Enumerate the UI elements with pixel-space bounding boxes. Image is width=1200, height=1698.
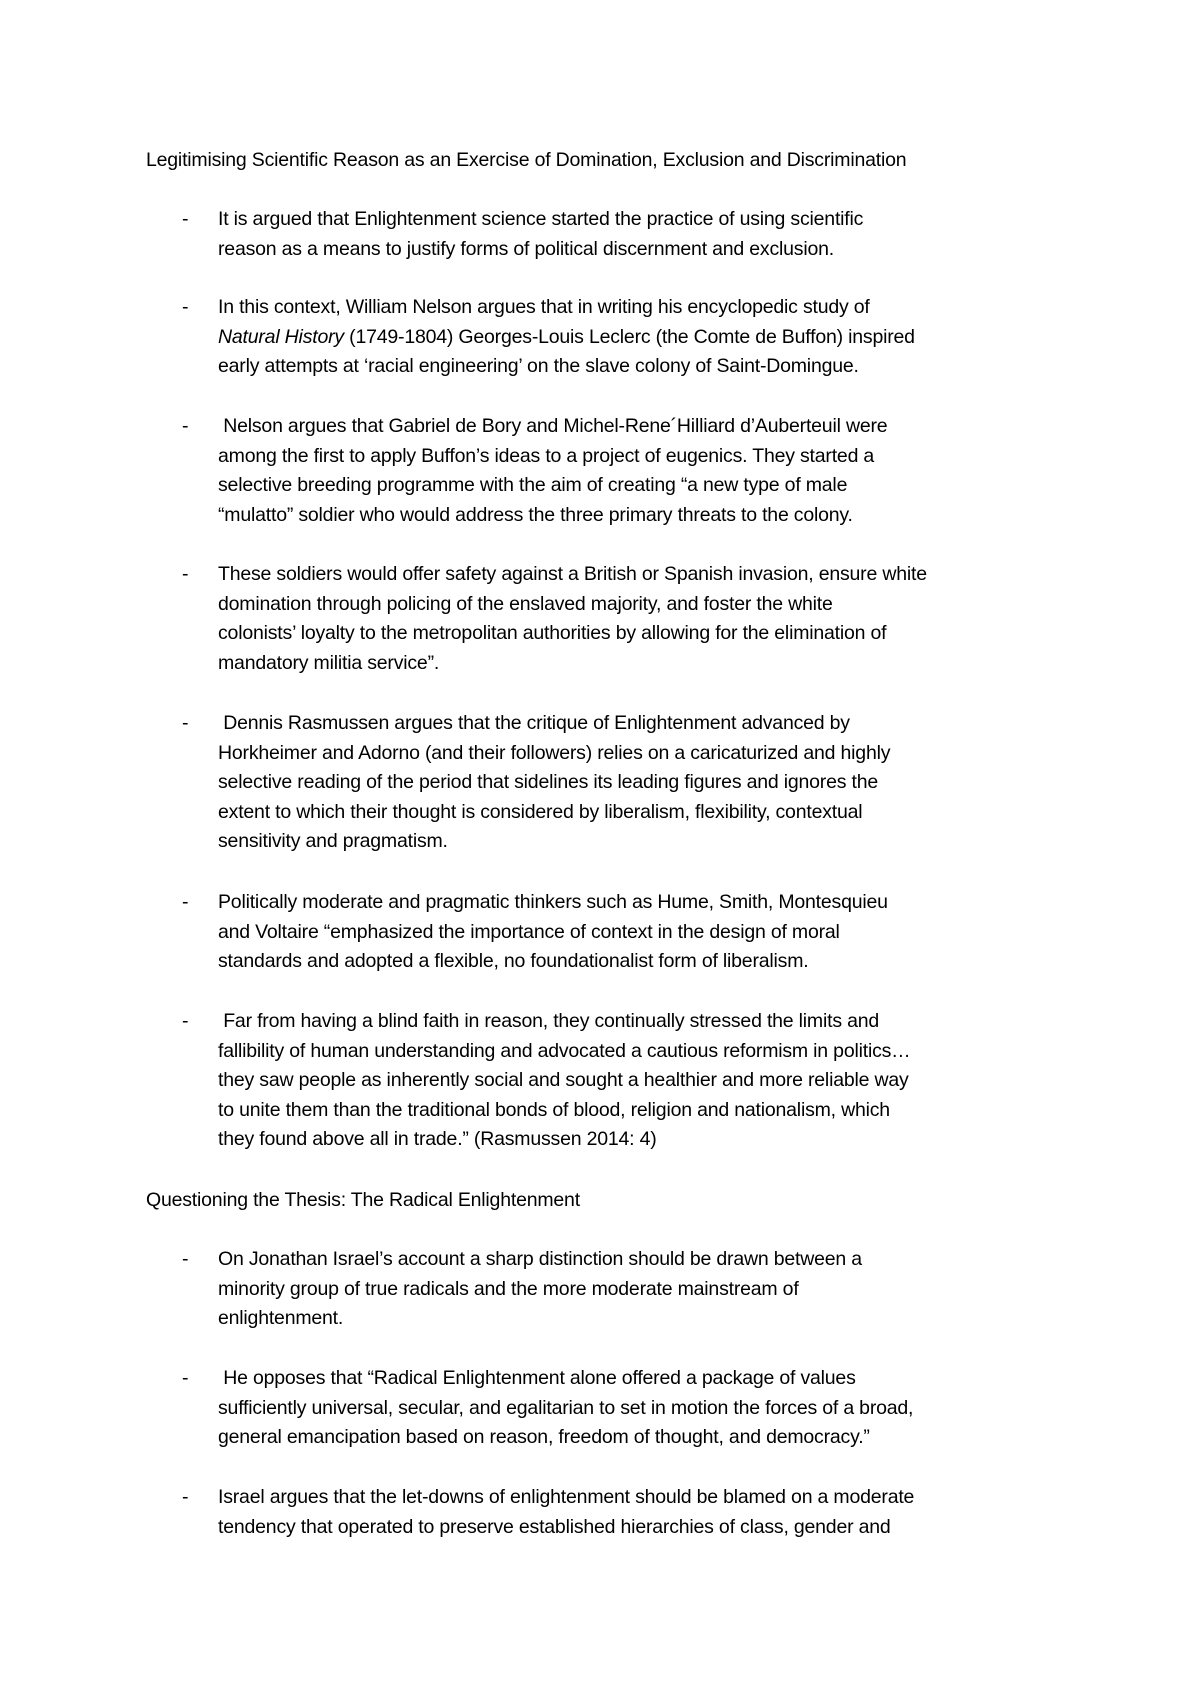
text-line: among the first to apply Buffon’s ideas to a project of eugenics. They started a <box>218 444 875 467</box>
text-line: early attempts at ‘racial engineering’ on the slave colony of Saint-Domingue. <box>218 355 859 377</box>
bullet-dash: - <box>182 1248 189 1270</box>
text-line: they found above all in trade.” (Rasmussen 2014: 4) <box>218 1128 657 1150</box>
text-line: It is argued that Enlightenment science started the practice of using scientific <box>218 208 864 230</box>
text-line: In this context, William Nelson argues that in writing his encyclopedic study of <box>218 296 870 318</box>
text-line: domination through policing of the enslaved majority, and foster the white <box>218 592 833 615</box>
text-line: Far from having a blind faith in reason, they continually stressed the limits and <box>218 1010 880 1032</box>
list-item-text <box>218 1364 1098 1453</box>
text-line: general emancipation based on reason, freedom of thought, and democracy.” <box>218 1426 870 1448</box>
text-line: they saw people as inherently social and sought a healthier and more reliable way <box>218 1069 909 1091</box>
bullet-dash: - <box>182 891 189 913</box>
text-line: selective breeding programme with the aim of creating “a new type of male <box>218 474 848 496</box>
text-line: and Voltaire “emphasized the importance of context in the design of moral <box>218 920 840 943</box>
text-line: Horkheimer and Adorno (and their followers) relies on a caricaturized and highly <box>218 741 891 764</box>
bullet-dash: - <box>182 1486 189 1508</box>
text-line: enlightenment. <box>218 1307 344 1329</box>
bullet-dash: - <box>182 712 189 734</box>
list-item-text <box>218 888 1098 977</box>
section-heading: Questioning the Thesis: The Radical Enlightenment <box>146 1189 580 1211</box>
list-item-text <box>218 560 1098 678</box>
text-line: fallibility of human understanding and advocated a cautious reformism in politics… <box>218 1039 911 1062</box>
text-line: colonists’ loyalty to the metropolitan authorities by allowing for the elimination of <box>218 622 887 644</box>
text-run: (1749-1804) Georges-Louis Leclerc (the Comte de Buffon) inspired <box>343 325 915 348</box>
text-line: reason as a means to justify forms of political discernment and exclusion. <box>218 237 834 260</box>
section-heading: Legitimising Scientific Reason as an Exercise of Domination, Exclusion and Discrimination <box>146 149 907 171</box>
text-line: These soldiers would offer safety against a British or Spanish invasion, ensure white <box>218 563 927 585</box>
text-line: “mulatto” soldier who would address the three primary threats to the colony. <box>218 503 853 526</box>
list-item-text <box>218 1483 1098 1542</box>
text-line: He opposes that “Radical Enlightenment alone offered a package of values <box>218 1367 856 1389</box>
bullet-dash: - <box>182 415 189 437</box>
text-line: standards and adopted a flexible, no foundationalist form of liberalism. <box>218 950 809 972</box>
bullet-dash: - <box>182 208 189 230</box>
bullet-dash: - <box>182 563 189 585</box>
text-line: tendency that operated to preserve established hierarchies of class, gender and <box>218 1515 891 1538</box>
text-line: sufficiently universal, secular, and egalitarian to set in motion the forces of a broad, <box>218 1396 914 1419</box>
text-line: Politically moderate and pragmatic thinkers such as Hume, Smith, Montesquieu <box>218 891 888 913</box>
text-line: On Jonathan Israel’s account a sharp distinction should be drawn between a <box>218 1248 862 1270</box>
list-item-text <box>218 293 1098 382</box>
text-line: mandatory militia service”. <box>218 651 440 674</box>
list-item-text <box>218 1245 1098 1334</box>
text-line <box>218 323 1098 353</box>
text-line: extent to which their thought is considered by liberalism, flexibility, contextual <box>218 800 863 823</box>
bullet-dash: - <box>182 1010 189 1032</box>
text-line: Israel argues that the let-downs of enlightenment should be blamed on a moderate <box>218 1486 915 1508</box>
text-line: selective reading of the period that sidelines its leading figures and ignores the <box>218 771 879 793</box>
text-line: Nelson argues that Gabriel de Bory and Michel-Rene´Hilliard d’Auberteuil were <box>218 415 888 437</box>
list-item-text <box>218 709 1098 857</box>
text-line: Dennis Rasmussen argues that the critique of Enlightenment advanced by <box>218 712 850 734</box>
text-line: sensitivity and pragmatism. <box>218 830 448 852</box>
book-title: Natural History <box>218 325 344 348</box>
list-item-text <box>218 412 1098 530</box>
text-line: minority group of true radicals and the more moderate mainstream of <box>218 1277 799 1300</box>
bullet-dash: - <box>182 296 189 318</box>
text-line: to unite them than the traditional bonds of blood, religion and nationalism, which <box>218 1098 890 1121</box>
list-item-text <box>218 1007 1098 1155</box>
list-item-text <box>218 205 1098 264</box>
bullet-dash: - <box>182 1367 189 1389</box>
